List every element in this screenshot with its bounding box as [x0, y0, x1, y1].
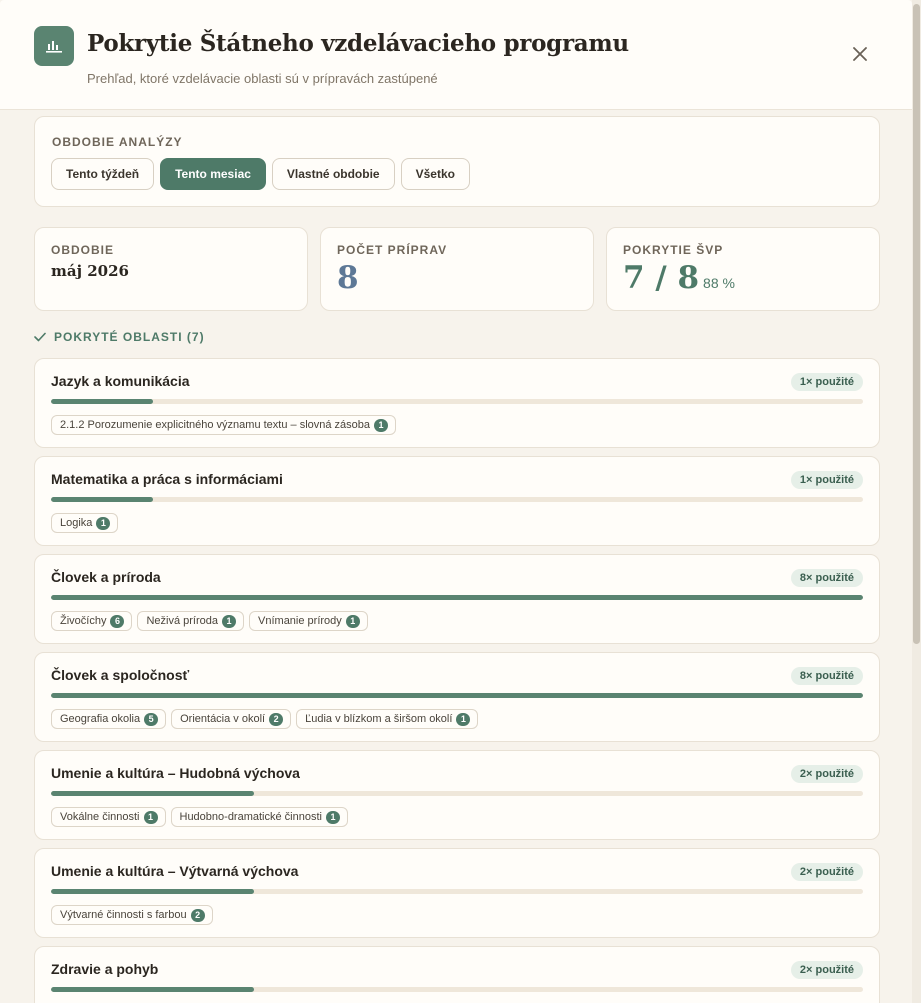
- stat-count-value: 8: [337, 260, 359, 296]
- area-usage-bar: [51, 399, 863, 404]
- area-usage-bar: [51, 791, 863, 796]
- topic-chip-count: 1: [326, 811, 340, 824]
- close-button[interactable]: [846, 40, 874, 68]
- area-topic-chips: [51, 611, 368, 631]
- modal-content: [0, 110, 912, 1003]
- area-usage-bar-fill: [51, 595, 863, 600]
- stat-period: [34, 227, 308, 311]
- area-usage-bar-fill: [51, 497, 153, 502]
- topic-chip-label: Hudobno-dramatické činnosti: [179, 811, 322, 823]
- area-name: Človek a príroda: [51, 569, 161, 585]
- topic-chip-count: 2: [269, 713, 283, 726]
- topic-chip-count: 1: [96, 517, 110, 530]
- topic-chip-count: 1: [222, 615, 236, 628]
- topic-chip: [51, 905, 213, 925]
- topic-chip: [51, 513, 118, 533]
- area-card: [34, 750, 880, 840]
- stat-coverage-ratio: 7 / 8: [623, 260, 700, 296]
- area-name: Jazyk a komunikácia: [51, 373, 190, 389]
- scrollbar[interactable]: [912, 0, 921, 1003]
- covered-areas-label: POKRYTÉ OBLASTI (7): [54, 330, 205, 344]
- topic-chip-count: 6: [110, 615, 124, 628]
- topic-chip-label: 2.1.2 Porozumenie explicitného významu textu – slovná zásoba: [60, 419, 371, 431]
- period-custom-button[interactable]: Vlastné obdobie: [272, 158, 395, 190]
- area-usage-badge: 1× použité: [791, 373, 863, 391]
- period-all-button[interactable]: Všetko: [401, 158, 470, 190]
- topic-chip-count: 1: [346, 615, 360, 628]
- topic-chip-label: Geografia okolia: [60, 713, 141, 725]
- area-topic-chips: [51, 513, 118, 533]
- topic-chip: [51, 611, 132, 631]
- topic-chip-count: 2: [191, 909, 205, 922]
- area-name: Umenie a kultúra – Hudobná výchova: [51, 765, 300, 781]
- topic-chip-count: 5: [144, 713, 158, 726]
- area-usage-badge: 1× použité: [791, 471, 863, 489]
- stat-count-label: POČET PRÍPRAV: [337, 243, 448, 257]
- bar-chart-icon: [34, 26, 74, 66]
- area-usage-badge: 2× použité: [791, 863, 863, 881]
- stat-coverage-percent: 88 %: [703, 275, 735, 291]
- stat-count: [320, 227, 594, 311]
- stat-coverage-value: [623, 260, 735, 296]
- topic-chip: [51, 807, 166, 827]
- period-this-month-button[interactable]: Tento mesiac: [160, 158, 266, 190]
- period-selector: [34, 116, 880, 207]
- area-usage-badge: 2× použité: [791, 765, 863, 783]
- area-usage-bar-fill: [51, 791, 254, 796]
- area-usage-bar: [51, 987, 863, 992]
- covered-areas-header: [34, 330, 205, 344]
- area-card: [34, 848, 880, 938]
- period-label: OBDOBIE ANALÝZY: [52, 135, 183, 149]
- check-icon: [34, 332, 46, 342]
- stat-period-label: OBDOBIE: [51, 243, 115, 257]
- topic-chip-label: Neživá príroda: [146, 615, 219, 627]
- stat-period-value: máj 2026: [51, 262, 129, 280]
- period-this-week-button[interactable]: Tento týždeň: [51, 158, 154, 190]
- area-card: [34, 456, 880, 546]
- area-usage-bar-fill: [51, 693, 863, 698]
- area-usage-bar: [51, 889, 863, 894]
- area-card: [34, 652, 880, 742]
- area-name: Matematika a práca s informáciami: [51, 471, 283, 487]
- area-name: Človek a spoločnosť: [51, 667, 190, 683]
- area-usage-bar: [51, 693, 863, 698]
- scrollbar-thumb[interactable]: [913, 4, 920, 644]
- topic-chip: [137, 611, 244, 631]
- topic-chip-label: Vokálne činnosti: [60, 811, 140, 823]
- topic-chip-count: 1: [144, 811, 158, 824]
- area-usage-bar-fill: [51, 399, 153, 404]
- topic-chip-label: Logika: [60, 517, 93, 529]
- area-topic-chips: [51, 415, 396, 435]
- topic-chip: [171, 807, 348, 827]
- area-usage-bar: [51, 497, 863, 502]
- area-card: [34, 358, 880, 448]
- area-usage-badge: 2× použité: [791, 961, 863, 979]
- area-usage-badge: 8× použité: [791, 667, 863, 685]
- topic-chip-label: Vnímanie prírody: [258, 615, 342, 627]
- modal-subtitle: Prehľad, ktoré vzdelávacie oblasti sú v prípravách zastúpené: [87, 71, 438, 86]
- area-topic-chips: [51, 905, 213, 925]
- area-topic-chips: [51, 807, 348, 827]
- area-name: Umenie a kultúra – Výtvarná výchova: [51, 863, 299, 879]
- topic-chip-count: 1: [374, 419, 388, 432]
- area-usage-bar: [51, 595, 863, 600]
- topic-chip: [296, 709, 478, 729]
- topic-chip-label: Výtvarné činnosti s farbou: [60, 909, 187, 921]
- area-usage-bar-fill: [51, 889, 254, 894]
- area-topic-chips: [51, 709, 478, 729]
- topic-chip: [249, 611, 368, 631]
- topic-chip: [51, 709, 166, 729]
- stat-coverage: [606, 227, 880, 311]
- area-card: [34, 946, 880, 1003]
- area-name: Zdravie a pohyb: [51, 961, 159, 977]
- topic-chip-label: Ľudia v blízkom a širšom okolí: [305, 713, 453, 725]
- close-icon: [853, 47, 867, 61]
- modal-title: Pokrytie Štátneho vzdelávacieho programu: [87, 30, 629, 57]
- topic-chip-count: 1: [456, 713, 470, 726]
- topic-chip: [51, 415, 396, 435]
- area-usage-badge: 8× použité: [791, 569, 863, 587]
- stat-coverage-label: POKRYTIE ŠVP: [623, 243, 724, 257]
- area-usage-bar-fill: [51, 987, 254, 992]
- topic-chip-label: Živočíchy: [60, 615, 107, 627]
- modal-header: [0, 0, 912, 110]
- area-card: [34, 554, 880, 644]
- period-options: [51, 158, 470, 190]
- topic-chip-label: Orientácia v okolí: [180, 713, 266, 725]
- topic-chip: [171, 709, 291, 729]
